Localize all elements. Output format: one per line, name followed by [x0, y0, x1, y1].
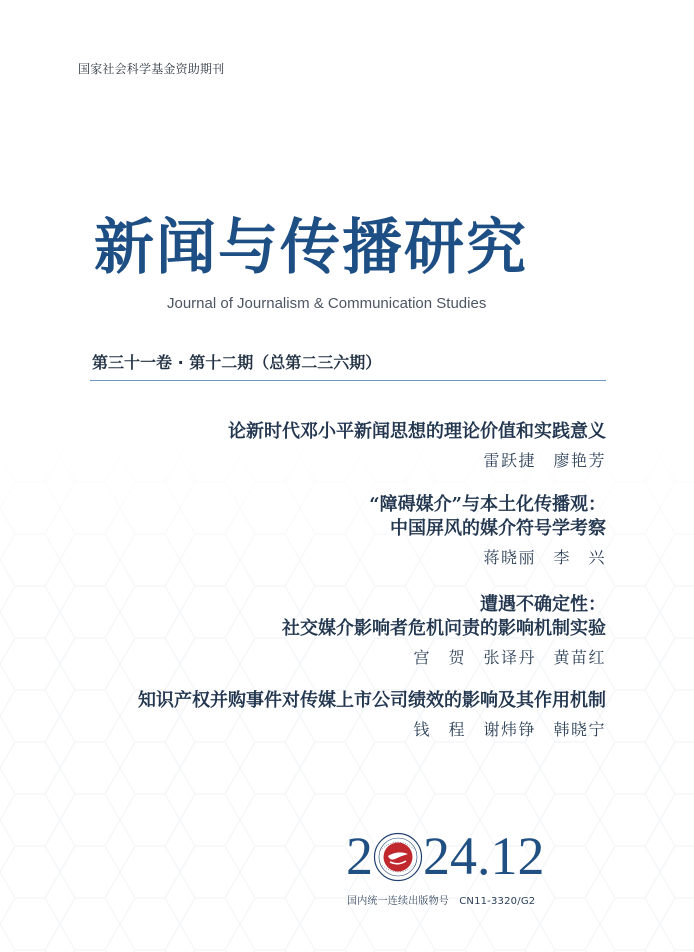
article-entry	[138, 689, 606, 740]
issue-number: 第三十一卷 · 第十二期（总第二三六期）	[92, 353, 382, 372]
article-title: 知识产权并购事件对传媒上市公司绩效的影响及其作用机制	[138, 690, 606, 711]
issue-date	[346, 826, 616, 886]
article-entry	[228, 420, 606, 471]
article-title: 论新时代邓小平新闻思想的理论价值和实践意义	[228, 421, 606, 442]
article-entry	[369, 493, 606, 568]
article-authors: 宫 贺 张译丹 黄苗红	[413, 648, 606, 667]
journal-title-chinese: 新闻与传播研究	[94, 213, 528, 283]
issue-date-rest: 24.12	[423, 826, 545, 886]
journal-title-english: Journal of Journalism & Communication Studies	[167, 295, 487, 312]
article-authors: 雷跃捷 廖艳芳	[483, 451, 606, 470]
article-authors: 钱 程 谢炜铮 韩晓宁	[413, 720, 606, 739]
article-entry	[282, 593, 606, 668]
header-divider	[90, 380, 606, 381]
article-authors: 蒋晓丽 李 兴	[483, 548, 606, 567]
journal-seal-logo-icon	[373, 832, 423, 882]
issue-date-digit: 2	[346, 826, 373, 886]
article-title: “障碍媒介”与本土化传播观：	[369, 494, 606, 515]
article-title: 中国屏风的媒介符号学考察	[390, 518, 606, 539]
funding-note: 国家社会科学基金资助期刊	[78, 62, 225, 76]
article-title: 遭遇不确定性：	[480, 594, 606, 615]
serial-publication-number: 国内统一连续出版物号 CN11-3320/G2	[347, 896, 536, 907]
article-title: 社交媒介影响者危机问责的影响机制实验	[282, 618, 606, 639]
